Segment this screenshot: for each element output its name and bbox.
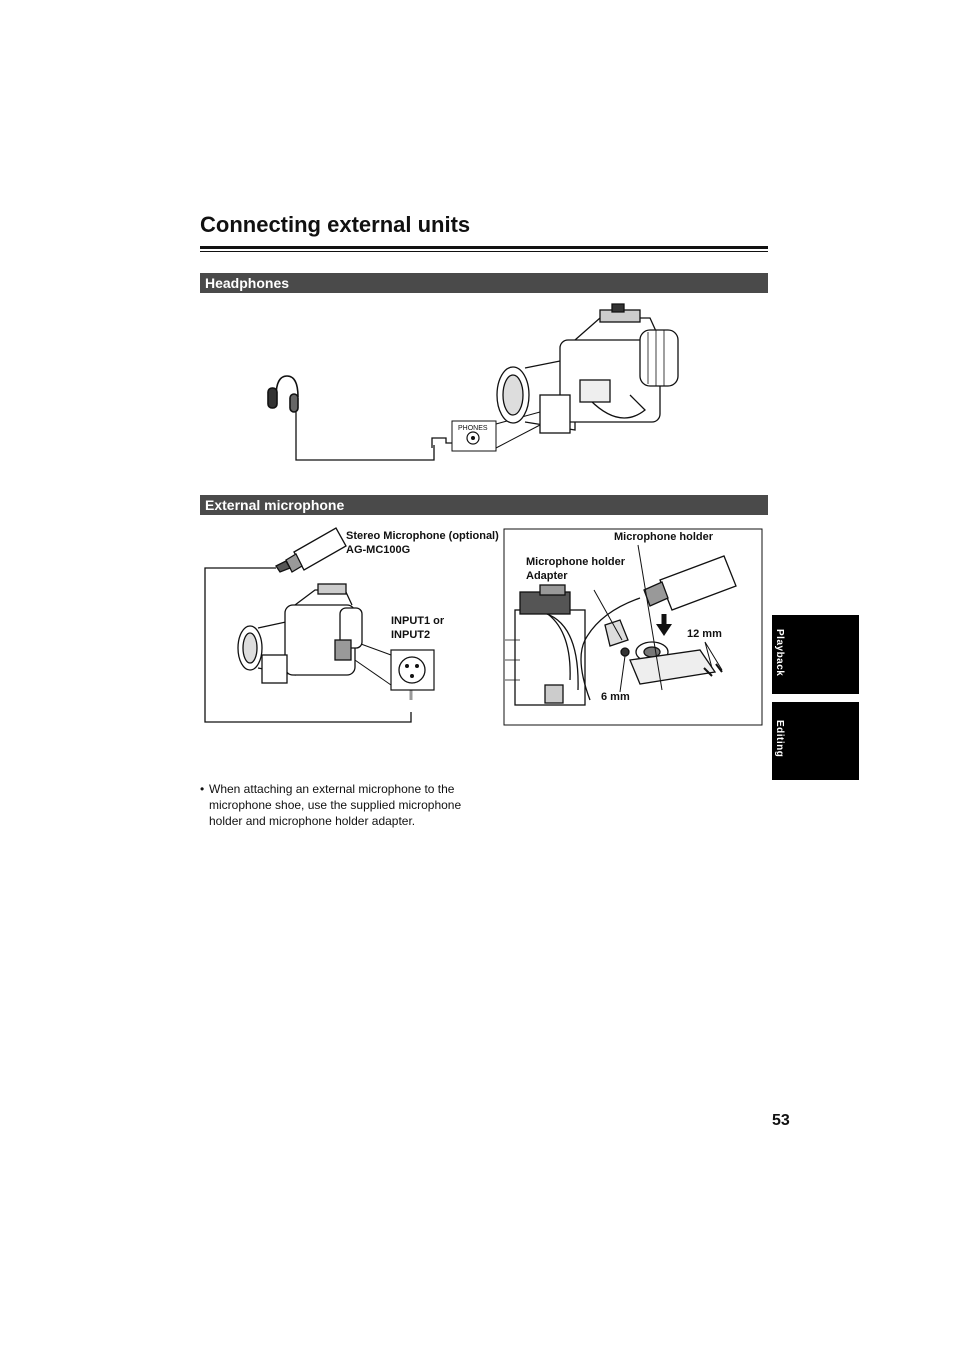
microphone-holder-label: Microphone holder	[614, 531, 713, 543]
side-tab-playback[interactable]	[772, 615, 859, 694]
microphone-icon	[276, 528, 346, 572]
dimension-12mm-label: 12 mm	[687, 628, 722, 640]
side-tab-editing[interactable]	[772, 702, 859, 780]
side-tab-editing-label: Editing	[774, 720, 785, 758]
stereo-microphone-label: Stereo Microphone (optional) AG-MC100G	[346, 530, 499, 556]
page-number: 53	[772, 1112, 790, 1129]
section-heading-external-microphone: External microphone	[200, 495, 768, 515]
xlr-jack-icon	[391, 650, 434, 690]
headphones-icon	[268, 376, 298, 412]
camcorder-icon	[497, 304, 678, 433]
microphone-holder-adapter-label: Microphone holder Adapter	[526, 556, 625, 582]
side-tab-playback-label: Playback	[774, 629, 785, 677]
note-bullet	[200, 781, 475, 829]
headphone-cable	[296, 412, 434, 460]
input-jack-label: INPUT1 or INPUT2	[391, 615, 445, 641]
phones-jack-label: PHONES	[458, 425, 488, 432]
section-heading-headphones: Headphones	[200, 273, 768, 293]
camcorder-icon	[238, 584, 362, 683]
bullet-mark: •	[200, 782, 205, 796]
page-title: Connecting external units	[200, 212, 471, 237]
dimension-6mm-label: 6 mm	[601, 691, 630, 703]
note-text: When attaching an external microphone to the microphone shoe, use the supplied microphone holder and microphone holder adapter.	[209, 782, 462, 828]
